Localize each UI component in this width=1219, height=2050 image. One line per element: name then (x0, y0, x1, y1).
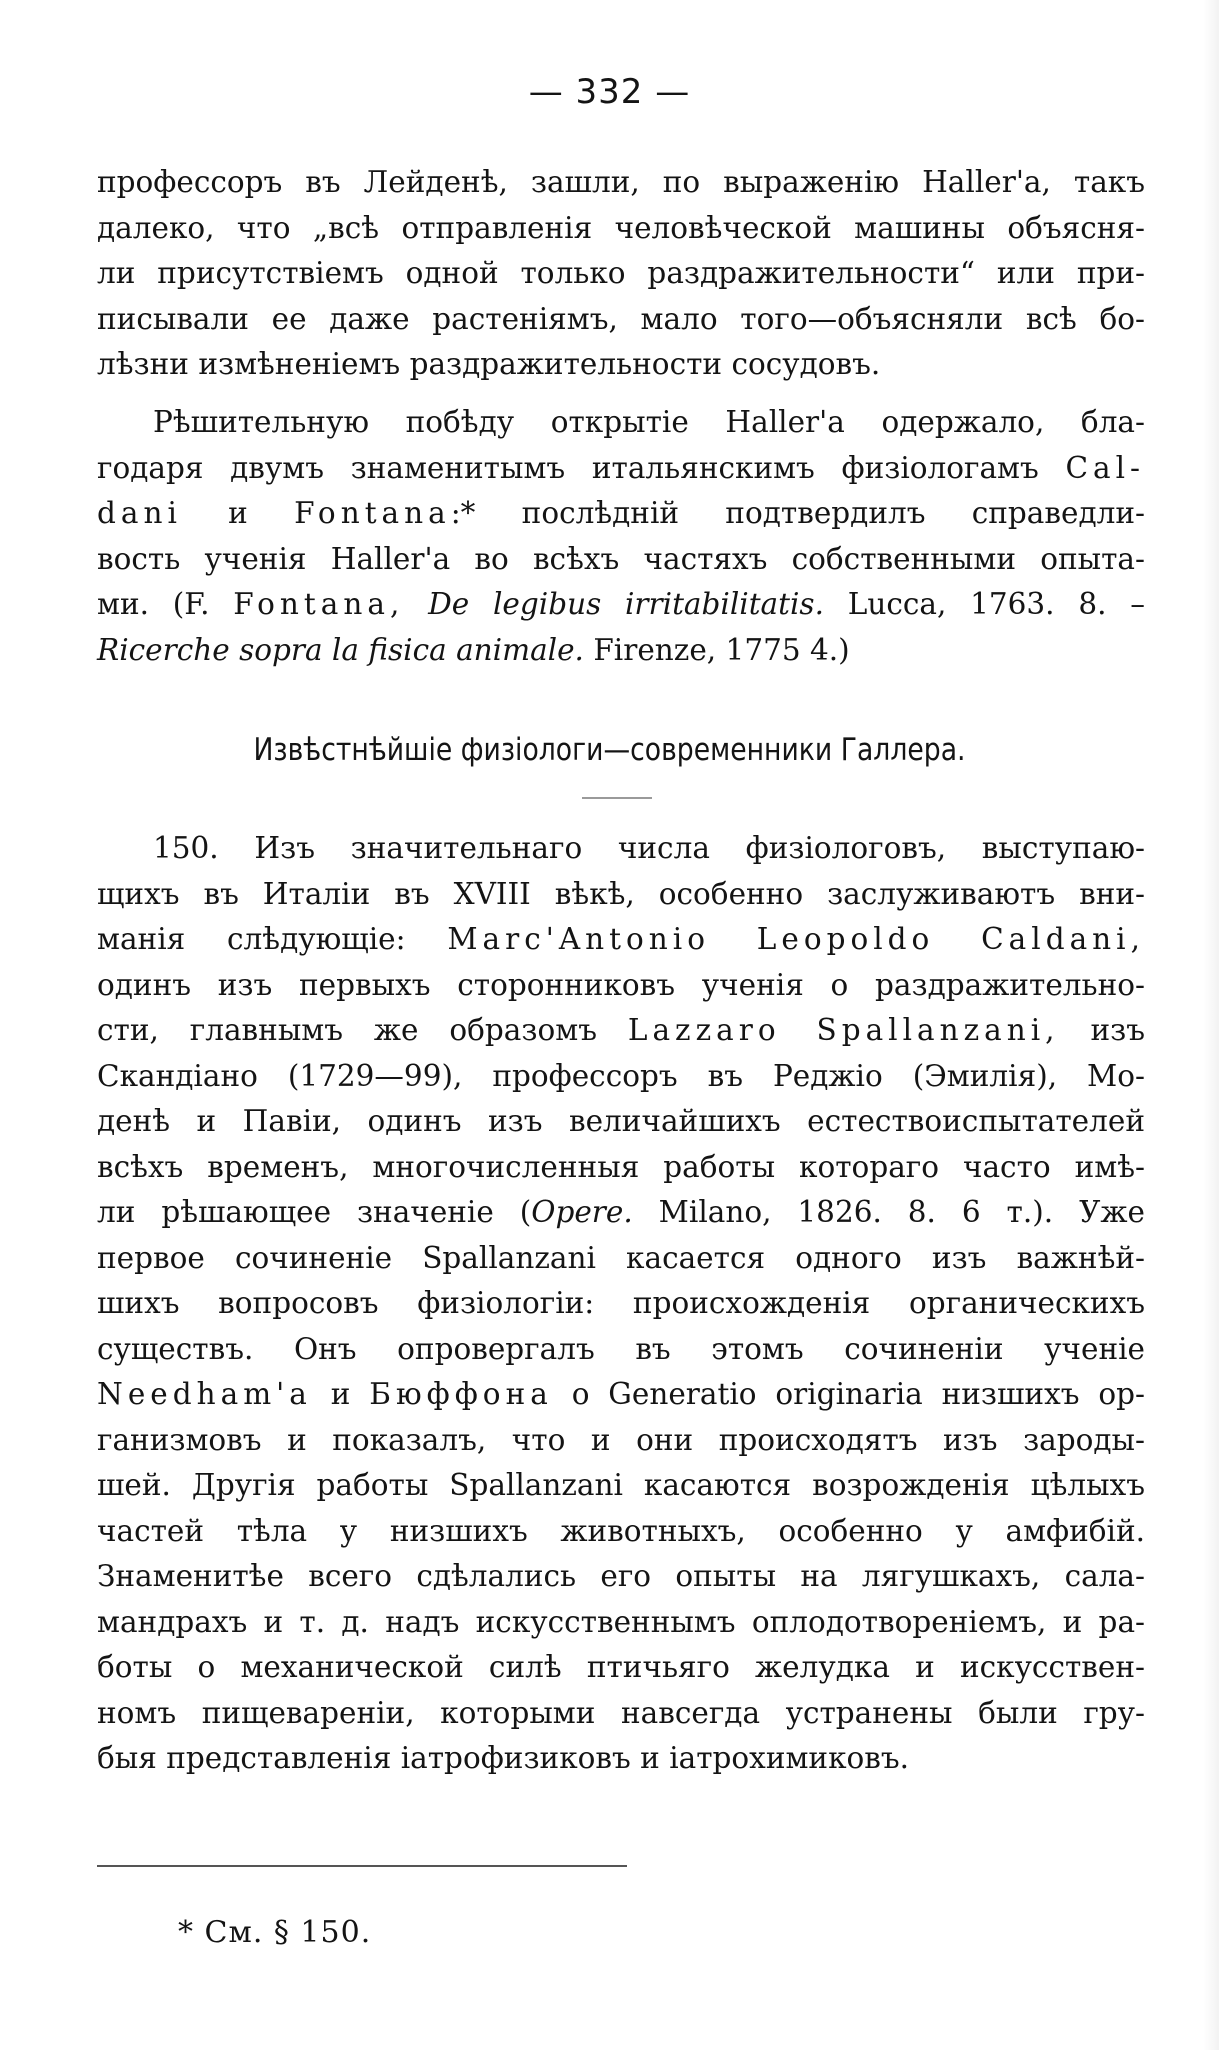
footnote: * См. § 150. (178, 1915, 372, 1950)
paragraph-haller-victory (97, 400, 1145, 673)
text-line (97, 491, 1145, 537)
text-line: 150. Изъ значительнаго числа физіологовъ, выступаю- (153, 831, 1145, 865)
text-line (97, 582, 1145, 628)
text-line: Знаменитѣе всего сдѣлались его опыты на лягушкахъ, сала- (97, 1559, 1145, 1593)
text-line: первое сочиненіе Spallanzani касается одного изъ важнѣй- (97, 1240, 1145, 1275)
text-run: Milano, 1826. 8. 6 т.). Уже (658, 1195, 1145, 1229)
text-line: лѣзни измѣненіемъ раздражительности сосудовъ. (97, 347, 881, 381)
text-line (97, 1190, 1145, 1236)
text-line: быя представленія іатрофизиковъ и іатрохимиковъ. (97, 1741, 910, 1775)
text-run: сти, главнымъ же образомъ (97, 1013, 597, 1047)
text-line: существъ. Онъ опровергалъ въ этомъ сочиненіи ученіе (97, 1331, 1145, 1366)
text-run: о Generatio originaria низшихъ ор- (571, 1377, 1145, 1411)
text-line: денѣ и Павіи, одинъ изъ величайшихъ естествоиспытателей (97, 1104, 1145, 1138)
text-run: манія слѣдующіе: (97, 922, 406, 956)
page-number: — 332 — (528, 72, 691, 112)
footnote-divider (97, 1865, 627, 1867)
text-line: ли присутствіемъ одной только раздражительности“ или при- (97, 256, 1145, 290)
text-line: Скандіано (1729—99), профессоръ въ Реджіо (Эмилія), Мо- (97, 1058, 1145, 1093)
text-line: профессоръ въ Лейденѣ, зашли, по выраженію Haller'а, такъ (97, 165, 1145, 199)
name-buffon: Бюффона (369, 1377, 553, 1411)
text-run: годаря двумъ знаменитымъ итальянскимъ физіологамъ (97, 450, 1039, 485)
text-line: мандрахъ и т. д. надъ искусственнымъ оплодотвореніемъ, и ра- (97, 1604, 1145, 1639)
text-run: и (330, 1377, 351, 1411)
text-line (97, 1008, 1145, 1054)
text-line: Рѣшительную побѣду открытіе Haller'а одержало, бла- (153, 405, 1145, 439)
text-run: и (228, 496, 248, 530)
page-edge-shade (1203, 0, 1219, 2050)
text-line: шихъ вопросовъ физіологіи: происхожденія органическихъ (97, 1286, 1145, 1320)
text-run: Lucca, 1763. 8. – (847, 587, 1145, 621)
text-line: писывали ее даже растеніямъ, мало того—объясняли всѣ бо- (97, 301, 1145, 336)
text-run: изъ (1090, 1013, 1145, 1047)
text-line: боты о механической силѣ птичьяго желудка и искусствен- (97, 1650, 1145, 1684)
text-line: номъ пищевареніи, которыми навсегда устранены были гру- (97, 1695, 1145, 1730)
name-caldani-cont: dani (97, 496, 182, 530)
text-line (97, 446, 1145, 492)
text-line (97, 917, 1145, 963)
text-line: щихъ въ Италіи въ XVIII вѣкѣ, особенно заслуживаютъ вни- (97, 876, 1145, 911)
text-line: всѣхъ временъ, многочисленныя работы котораго часто имѣ- (97, 1149, 1145, 1184)
text-line: вость ученія Haller'а во всѣхъ частяхъ собственными опыта- (97, 541, 1145, 576)
section-heading: Извѣстнѣйшіе физіологи—современники Галлера. (253, 732, 966, 768)
paragraph-150 (97, 826, 1145, 1782)
text-line: одинъ изъ первыхъ сторонниковъ ученія о раздражительно- (97, 967, 1145, 1002)
paragraph-continued (97, 160, 1145, 388)
name-spallanzani: Lazzaro Spallanzani, (627, 1013, 1060, 1047)
text-line (97, 1372, 1145, 1418)
text-run: ли рѣшающее значеніе ( (97, 1195, 532, 1229)
text-run: :* послѣдній подтвердилъ справедли- (450, 496, 1145, 530)
text-line: ганизмовъ и показалъ, что и они происходятъ изъ зароды- (97, 1422, 1145, 1457)
name-caldani: Cal- (1065, 450, 1145, 485)
text-line (97, 628, 1145, 674)
text-line: частей тѣла у низшихъ животныхъ, особенно у амфибій. (97, 1513, 1145, 1548)
text-line: шей. Другія работы Spallanzani касаются возрожденія цѣлыхъ (97, 1468, 1145, 1502)
text-line: далеко, что „всѣ отправленія человѣческой машины объясня- (97, 210, 1145, 245)
book-title: Ricerche sopra la fisica animale. (97, 632, 584, 667)
name-caldani-full: Marc'Antonio Leopoldo Caldani, (447, 922, 1145, 956)
book-title: Opere. (531, 1195, 633, 1229)
text-run: Firenze, 1775 4.) (593, 632, 850, 667)
name-fontana: Fontana, (233, 587, 405, 621)
text-run: ми. (F. (97, 587, 210, 621)
name-needham: Needham'а (97, 1377, 312, 1411)
name-fontana: Fontana (294, 496, 451, 530)
book-title: De legibus irritabilitatis. (428, 587, 824, 621)
heading-divider (582, 797, 652, 799)
